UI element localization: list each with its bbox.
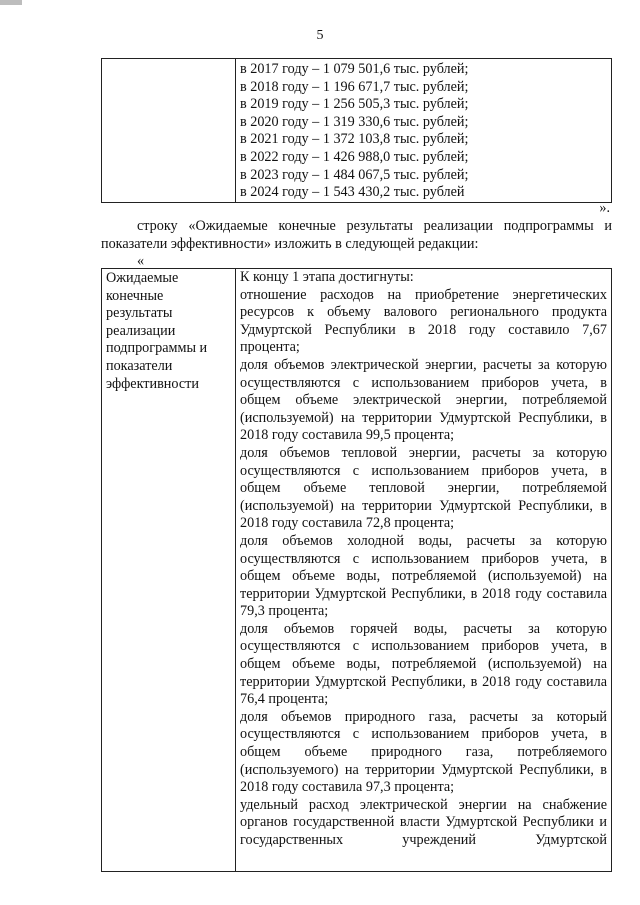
label-line: конечные (106, 287, 164, 304)
funding-cell (236, 59, 612, 203)
table-row (102, 59, 612, 203)
results-content-cell (236, 269, 612, 872)
funding-line: в 2021 году – 1 372 103,8 тыс. рублей; (240, 131, 469, 148)
funding-line: в 2023 году – 1 484 067,5 тыс. рублей; (240, 166, 469, 183)
funding-line: в 2017 году – 1 079 501,6 тыс. рублей; (240, 61, 469, 77)
table-row (102, 269, 612, 872)
label-line: показатели (106, 357, 173, 374)
results-heading: К концу 1 этапа достигнуты: (240, 269, 414, 285)
funding-line: в 2024 году – 1 543 430,2 тыс. рублей (240, 184, 465, 201)
label-line: результаты (106, 305, 173, 322)
result-paragraph: доля объемов тепловой энергии, расчеты за которую осуществляются с использованием приборов учета, в общем объеме тепловой энергии, потребляемой (используемой) на территории Удмуртской Республики, в 2018 году составила 72,8 процента; (240, 444, 607, 532)
closing-quote: ». (599, 200, 610, 216)
result-paragraph: доля объемов природного газа, расчеты за который осуществляются с использованием приборов учета, в общем объеме природного газа, потребляемого (используемого) на территории Удмуртской Республики, в 2018 году составила 97,3 процента; (240, 708, 607, 796)
empty-label-cell (102, 59, 236, 203)
label-line: эффективности (106, 375, 199, 392)
results-label-cell (102, 269, 236, 872)
label-line: подпрограммы и (106, 340, 208, 357)
opening-quote: « (137, 253, 145, 269)
instruction-paragraph: строку «Ожидаемые конечные результаты реализации подпрограммы и показатели эффективности» изложить в следующей редакции: (101, 218, 612, 252)
result-paragraph: отношение расходов на приобретение энергетических ресурсов к объему валового регионального продукта Удмуртской Республики в 2018 году составило 7,67 процента; (240, 286, 607, 356)
result-paragraph: доля объемов электрической энергии, расчеты за которую осуществляются с использованием приборов учета, в общем объеме электрической энергии, потребляемой (используемой) на территории Удмуртской Республики, в 2018 году составила 99,5 процента; (240, 356, 607, 444)
funding-line: в 2019 году – 1 256 505,3 тыс. рублей; (240, 96, 469, 113)
funding-table (101, 58, 612, 203)
page-number: 5 (316, 28, 324, 43)
result-paragraph: доля объемов горячей воды, расчеты за которую осуществляются с использованием приборов учета, в общем объеме воды, потребляемой (используемой) на территории Удмуртской Республики, в 2018 году составила 76,4 процента; (240, 620, 607, 708)
results-table (101, 268, 612, 872)
result-paragraph: доля объемов холодной воды, расчеты за которую осуществляются с использованием приборов учета, в общем объеме воды, потребляемой (используемой) на территории Удмуртской Республики, в 2018 году составила 79,3 процента; (240, 532, 607, 620)
result-paragraph: удельный расход электрической энергии на снабжение органов государственной власти Удмуртской Республики и государственных учреждений Удмуртской (240, 796, 607, 848)
label-line: Ожидаемые (106, 270, 179, 286)
scan-corner-mark (0, 0, 22, 5)
funding-line: в 2018 году – 1 196 671,7 тыс. рублей; (240, 78, 469, 95)
funding-line: в 2020 году – 1 319 330,6 тыс. рублей; (240, 113, 469, 130)
label-line: реализации (106, 322, 176, 339)
funding-line: в 2022 году – 1 426 988,0 тыс. рублей; (240, 148, 469, 165)
